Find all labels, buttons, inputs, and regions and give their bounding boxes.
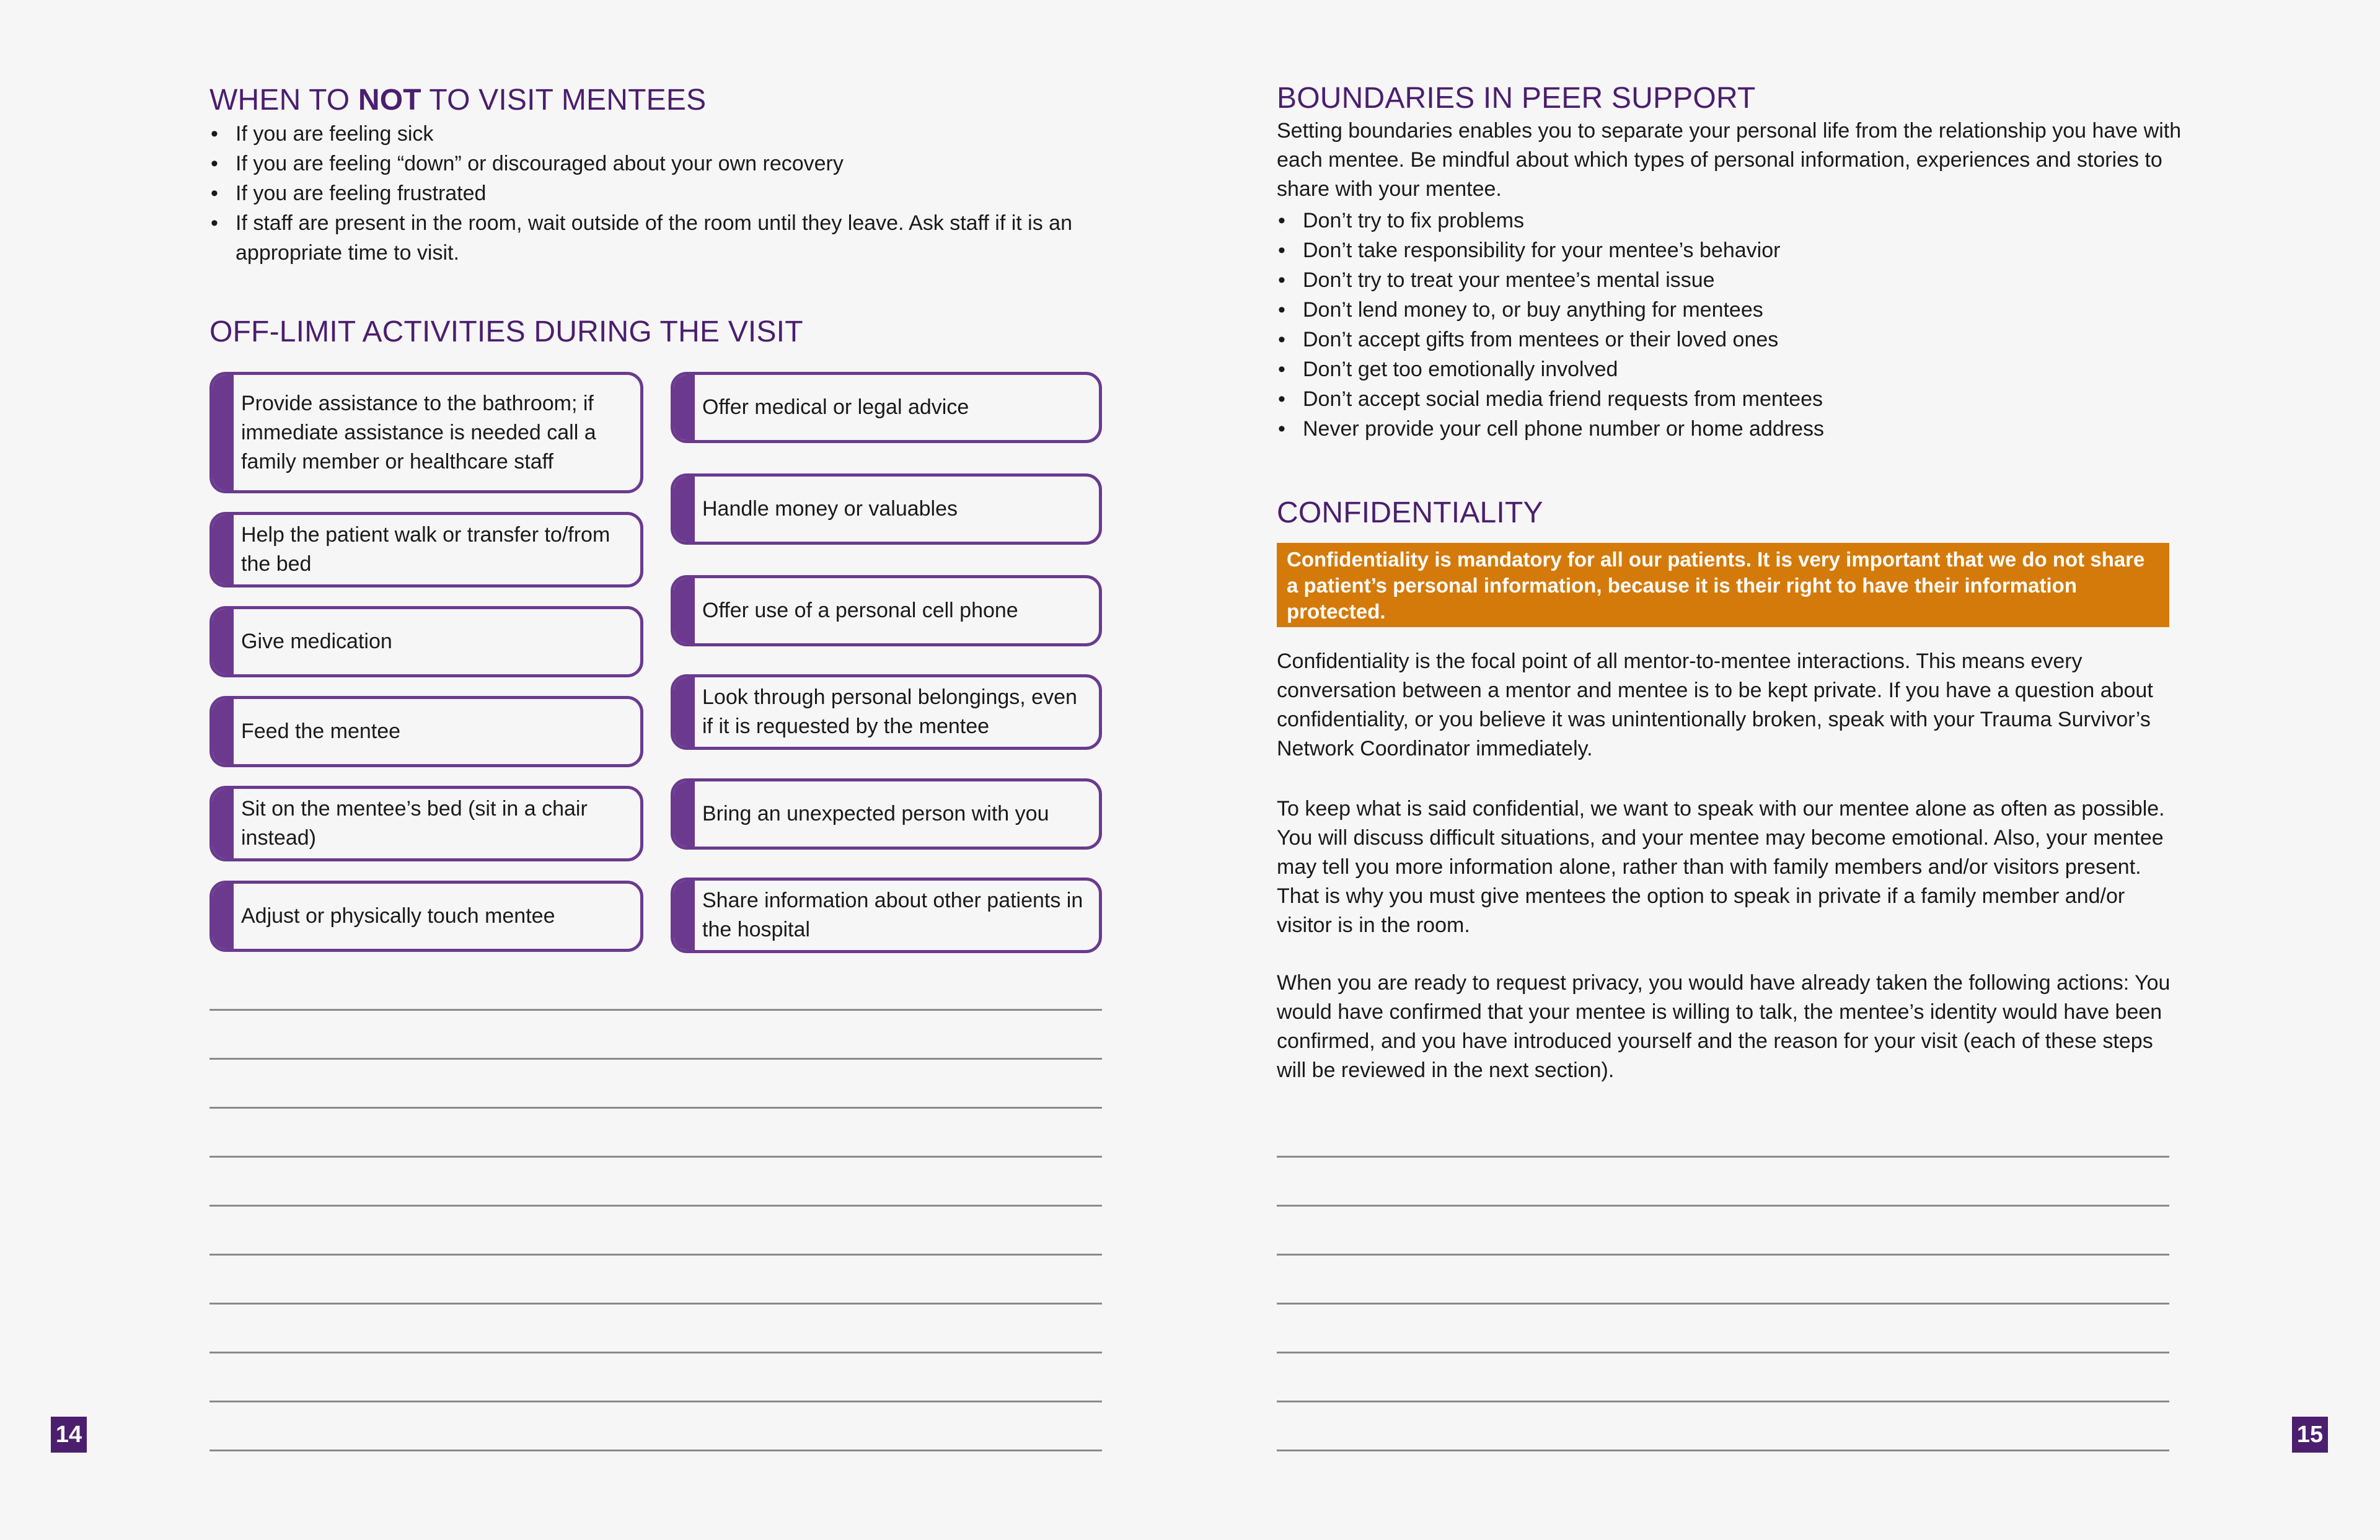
note-line bbox=[1277, 1254, 2169, 1256]
list-item: • Don’t take responsibility for your mentee’s behavior bbox=[1277, 235, 2182, 265]
confidentiality-heading: CONFIDENTIALITY bbox=[1277, 496, 1543, 529]
activity-card: Help the patient walk or transfer to/from the bed bbox=[209, 512, 643, 587]
list-item: • If you are feeling “down” or discouraged about your own recovery bbox=[209, 149, 1108, 178]
note-line bbox=[209, 1058, 1102, 1060]
list-item: • If you are feeling sick bbox=[209, 119, 1108, 149]
page-number: 15 bbox=[2292, 1417, 2328, 1453]
confidentiality-paragraph: When you are ready to request privacy, you would have already taken the following actions: You would have confirmed that your mentee is willing to talk, the mentee’s identity would have been confirmed, and you have introduced yourself and the reason for your visit (each of these steps will be reviewed in the next section). bbox=[1277, 971, 2171, 1082]
activity-card: Give medication bbox=[209, 606, 643, 677]
confidentiality-paragraph: Confidentiality is the focal point of all mentor-to-mentee interactions. This means every conversation between a mentor and mentee is to be kept private. If you have a question about confidentiality, or you believe it was unintentionally broken, speak with your Trauma Survivor’s Network Coordinator immediately. bbox=[1277, 649, 2153, 760]
list-item: • If staff are present in the room, wait outside of the room until they leave. Ask staff if it is an appropriate time to visit. bbox=[209, 208, 1108, 268]
list-item: • Don’t try to treat your mentee’s mental issue bbox=[1277, 265, 2182, 295]
list-item: • Don’t accept gifts from mentees or their loved ones bbox=[1277, 325, 2182, 354]
list-item: • Don’t lend money to, or buy anything for mentees bbox=[1277, 295, 2182, 325]
activity-card: Share information about other patients in the hospital bbox=[671, 878, 1102, 953]
note-line bbox=[209, 1450, 1102, 1451]
activity-card: Sit on the mentee’s bed (sit in a chair instead) bbox=[209, 786, 643, 861]
boundaries-list bbox=[1277, 206, 2182, 444]
note-line bbox=[1277, 1205, 2169, 1207]
note-line bbox=[209, 1205, 1102, 1207]
note-line bbox=[1277, 1156, 2169, 1158]
activity-card: Bring an unexpected person with you bbox=[671, 778, 1102, 850]
note-line bbox=[1277, 1401, 2169, 1402]
confidentiality-paragraph: To keep what is said confidential, we want to speak with our mentee alone as often as possible. You will discuss difficult situations, and your mentee may become emotional. Also, your mentee may tell you more information alone, rather than with family members and/or visitors present. That is why you must give mentees the option to speak in private if a family member and/or visitor is in the room. bbox=[1277, 797, 2165, 937]
list-item: • Don’t try to fix problems bbox=[1277, 206, 2182, 235]
note-line bbox=[1277, 1303, 2169, 1305]
activity-card: Feed the mentee bbox=[209, 696, 643, 767]
boundaries-heading: BOUNDARIES IN PEER SUPPORT bbox=[1277, 82, 1756, 115]
activity-card: Adjust or physically touch mentee bbox=[209, 881, 643, 952]
activity-card: Look through personal belongings, even if it is requested by the mentee bbox=[671, 674, 1102, 750]
list-item: • If you are feeling frustrated bbox=[209, 178, 1108, 208]
note-line bbox=[209, 1303, 1102, 1305]
activity-card: Provide assistance to the bathroom; if immediate assistance is needed call a family member or healthcare staff bbox=[209, 372, 643, 493]
activity-card: Offer use of a personal cell phone bbox=[671, 575, 1102, 646]
when-not-to-visit-list bbox=[209, 119, 1108, 268]
list-item: • Never provide your cell phone number or home address bbox=[1277, 414, 2182, 444]
activity-card: Handle money or valuables bbox=[671, 473, 1102, 545]
confidentiality-callout: Confidentiality is mandatory for all our patients. It is very important that we do not share a patient’s personal information, because it is their right to have their information protected. bbox=[1277, 543, 2169, 627]
note-line bbox=[209, 1401, 1102, 1402]
note-line bbox=[209, 1107, 1102, 1109]
right-page bbox=[1190, 0, 2380, 1540]
off-limit-activities-heading: OFF-LIMIT ACTIVITIES DURING THE VISIT bbox=[209, 315, 803, 348]
note-line bbox=[1277, 1450, 2169, 1451]
list-item: • Don’t accept social media friend requests from mentees bbox=[1277, 384, 2182, 414]
page-number: 14 bbox=[51, 1417, 87, 1453]
when-not-to-visit-heading: WHEN TO NOT TO VISIT MENTEES bbox=[209, 84, 707, 117]
note-line bbox=[209, 1009, 1102, 1011]
note-line bbox=[209, 1254, 1102, 1256]
activity-card: Offer medical or legal advice bbox=[671, 372, 1102, 443]
note-line bbox=[209, 1352, 1102, 1353]
boundaries-intro: Setting boundaries enables you to separate your personal life from the relationship you have with each mentee. Be mindful about which types of personal information, experiences and stories to share with your mentee. bbox=[1277, 119, 2182, 201]
note-line bbox=[209, 1156, 1102, 1158]
note-line bbox=[1277, 1352, 2169, 1353]
list-item: • Don’t get too emotionally involved bbox=[1277, 354, 2182, 384]
